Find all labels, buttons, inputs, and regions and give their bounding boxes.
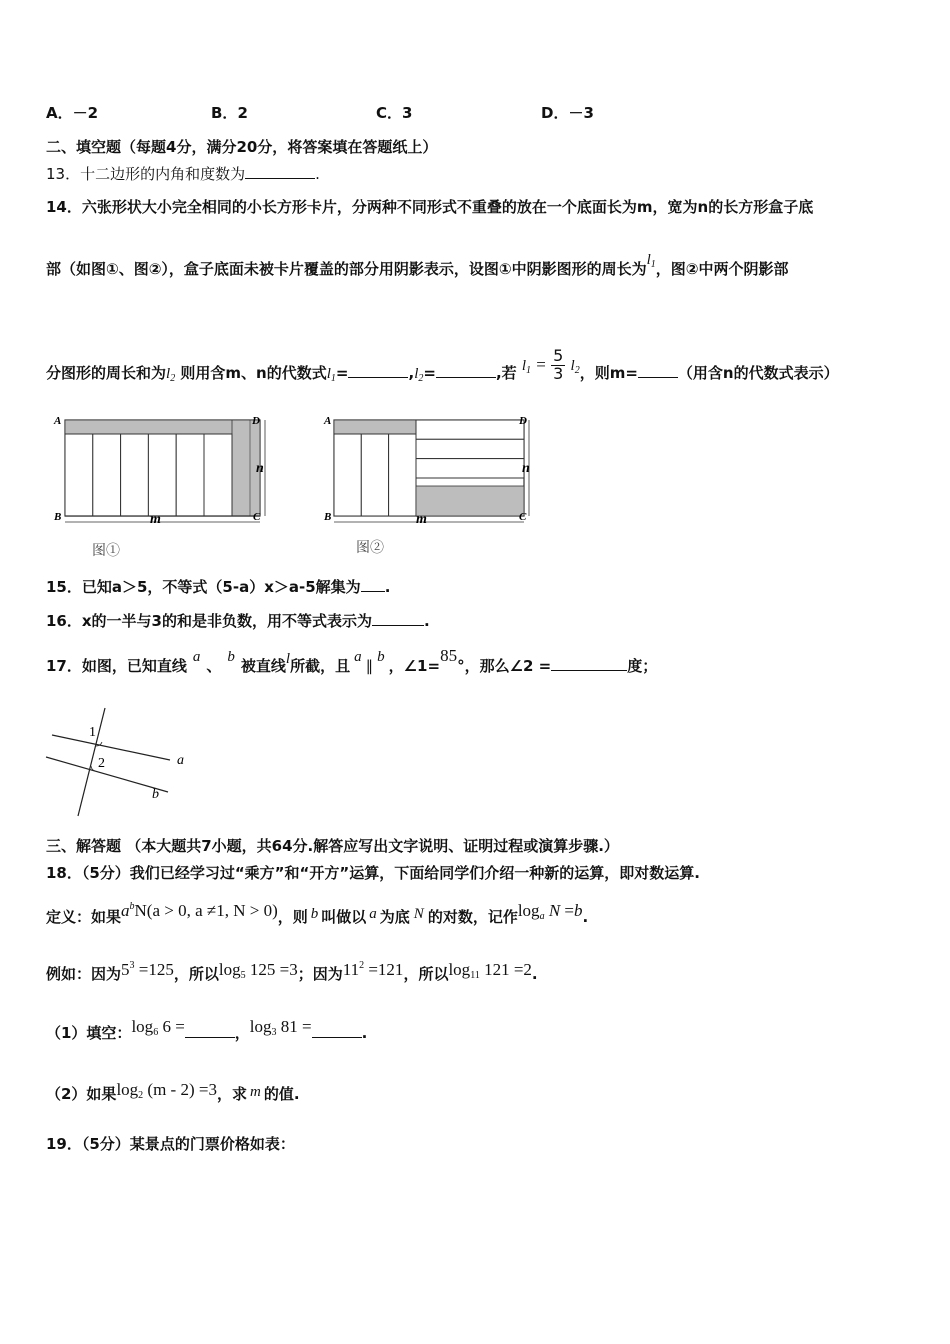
cards [65, 434, 232, 516]
option-a: A．－2 [46, 104, 99, 122]
figure-3 [40, 700, 200, 820]
answer-blank[interactable] [372, 611, 424, 626]
answer-blank-l1[interactable] [348, 363, 408, 378]
label-D: D [252, 415, 260, 427]
label-A: A [324, 415, 332, 427]
angle-1-label: 1 [89, 725, 96, 740]
shaded-top-left [334, 420, 416, 434]
label-n: n [522, 461, 530, 476]
answer-blank-m[interactable] [638, 363, 678, 378]
label-B: B [54, 511, 62, 523]
option-c: C．3 [376, 104, 413, 122]
label-n: n [256, 461, 264, 476]
q18-part1: （1）填空：$\log_6 6$ = ，$\log_3 81$ = . [46, 1017, 368, 1042]
answer-blank-l2[interactable] [436, 363, 496, 378]
q16: 16．x的一半与3的和是非负数，用不等式表示为 . [46, 612, 430, 630]
answer-blank[interactable] [361, 577, 385, 592]
q14-line1: 14．六张形状大小完全相同的小长方形卡片，分两种不同形式不重叠的放在一个底面长为m，宽为n的长方形盒子底 [46, 198, 814, 216]
q13: 13．十二边形的内角和度数为 . [46, 165, 320, 183]
caption-fig2: 图② [356, 541, 384, 556]
label-m: m [416, 512, 427, 527]
vertical-cards [334, 434, 416, 516]
option-d: D．－3 [541, 104, 594, 122]
caption-fig1: 图① [92, 544, 120, 559]
q15: 15．已知a＞5，不等式（5-a）x＞a-5解集为 . [46, 578, 391, 596]
fraction-5-3: $\frac{5}{3}$ [553, 346, 564, 383]
answer-blank[interactable] [245, 164, 315, 179]
label-A: A [54, 415, 62, 427]
label-C: C [519, 511, 527, 523]
q18-definition: 定义：如果$a^bN(a > 0$, a ≠1, N > 0)，则 b 叫做以 a 为底 N 的对数，记作$\log_a N =b$. [46, 901, 589, 926]
section3-heading: 三、解答题 （本大题共7小题，共64分.解答应写出文字说明、证明过程或演算步骤.） [46, 837, 619, 855]
answer-blank-log3[interactable] [312, 1023, 362, 1038]
q18-part2: （2）如果$\log_2 (m - 2) =3$，求 m 的值. [46, 1080, 300, 1103]
line-b-label: b [152, 787, 159, 802]
q14-line3: 分图形的周长和为$l_2$ 则用含m、n的代数式$l_1= ,l_2=$ ,若 $l_1$ = $\frac{5}{3}$ $l_2$，则m= （用含n的代数式表示） [46, 346, 839, 384]
q19: 19．（5分）某景点的门票价格如表： [46, 1135, 295, 1153]
figure-2 [316, 410, 556, 565]
shaded-bottom-right [416, 486, 524, 516]
angle-2-label: 2 [98, 756, 105, 771]
answer-blank[interactable] [551, 656, 627, 671]
label-B: B [324, 511, 332, 523]
figure-1 [40, 410, 280, 565]
q14-line2: 部（如图①、图②），盒子底面未被卡片覆盖的部分用阴影表示，设图①中阴影图形的周长为$l_1$，图②中两个阴影部 [46, 252, 789, 278]
label-m: m [150, 512, 161, 527]
line-b [46, 757, 168, 792]
q17: 17．如图，已知直线 a 、 b 被直线l所截，且 a ∥ b ，∠1=85°，那么∠2 = 度； [46, 646, 658, 675]
q18-example: 例如：因为$5^3 =125$，所以$\log_5 125 =3$；因为$11^2 =121$，所以$\log_{11} 121 =2$. [46, 960, 538, 983]
answer-blank-log6[interactable] [185, 1023, 235, 1038]
horizontal-cards [416, 420, 524, 478]
line-a-label: a [177, 753, 184, 768]
shaded-top [65, 420, 260, 434]
q18-intro: 18．（5分）我们已经学习过“乘方”和“开方”运算，下面给同学们介绍一种新的运算，即对数运算. [46, 864, 700, 882]
section2-heading: 二、填空题（每题4分，满分20分，将答案填在答题纸上） [46, 138, 438, 156]
line-a [52, 735, 170, 760]
label-D: D [519, 415, 527, 427]
label-C: C [253, 511, 261, 523]
option-b: B．2 [211, 104, 248, 122]
